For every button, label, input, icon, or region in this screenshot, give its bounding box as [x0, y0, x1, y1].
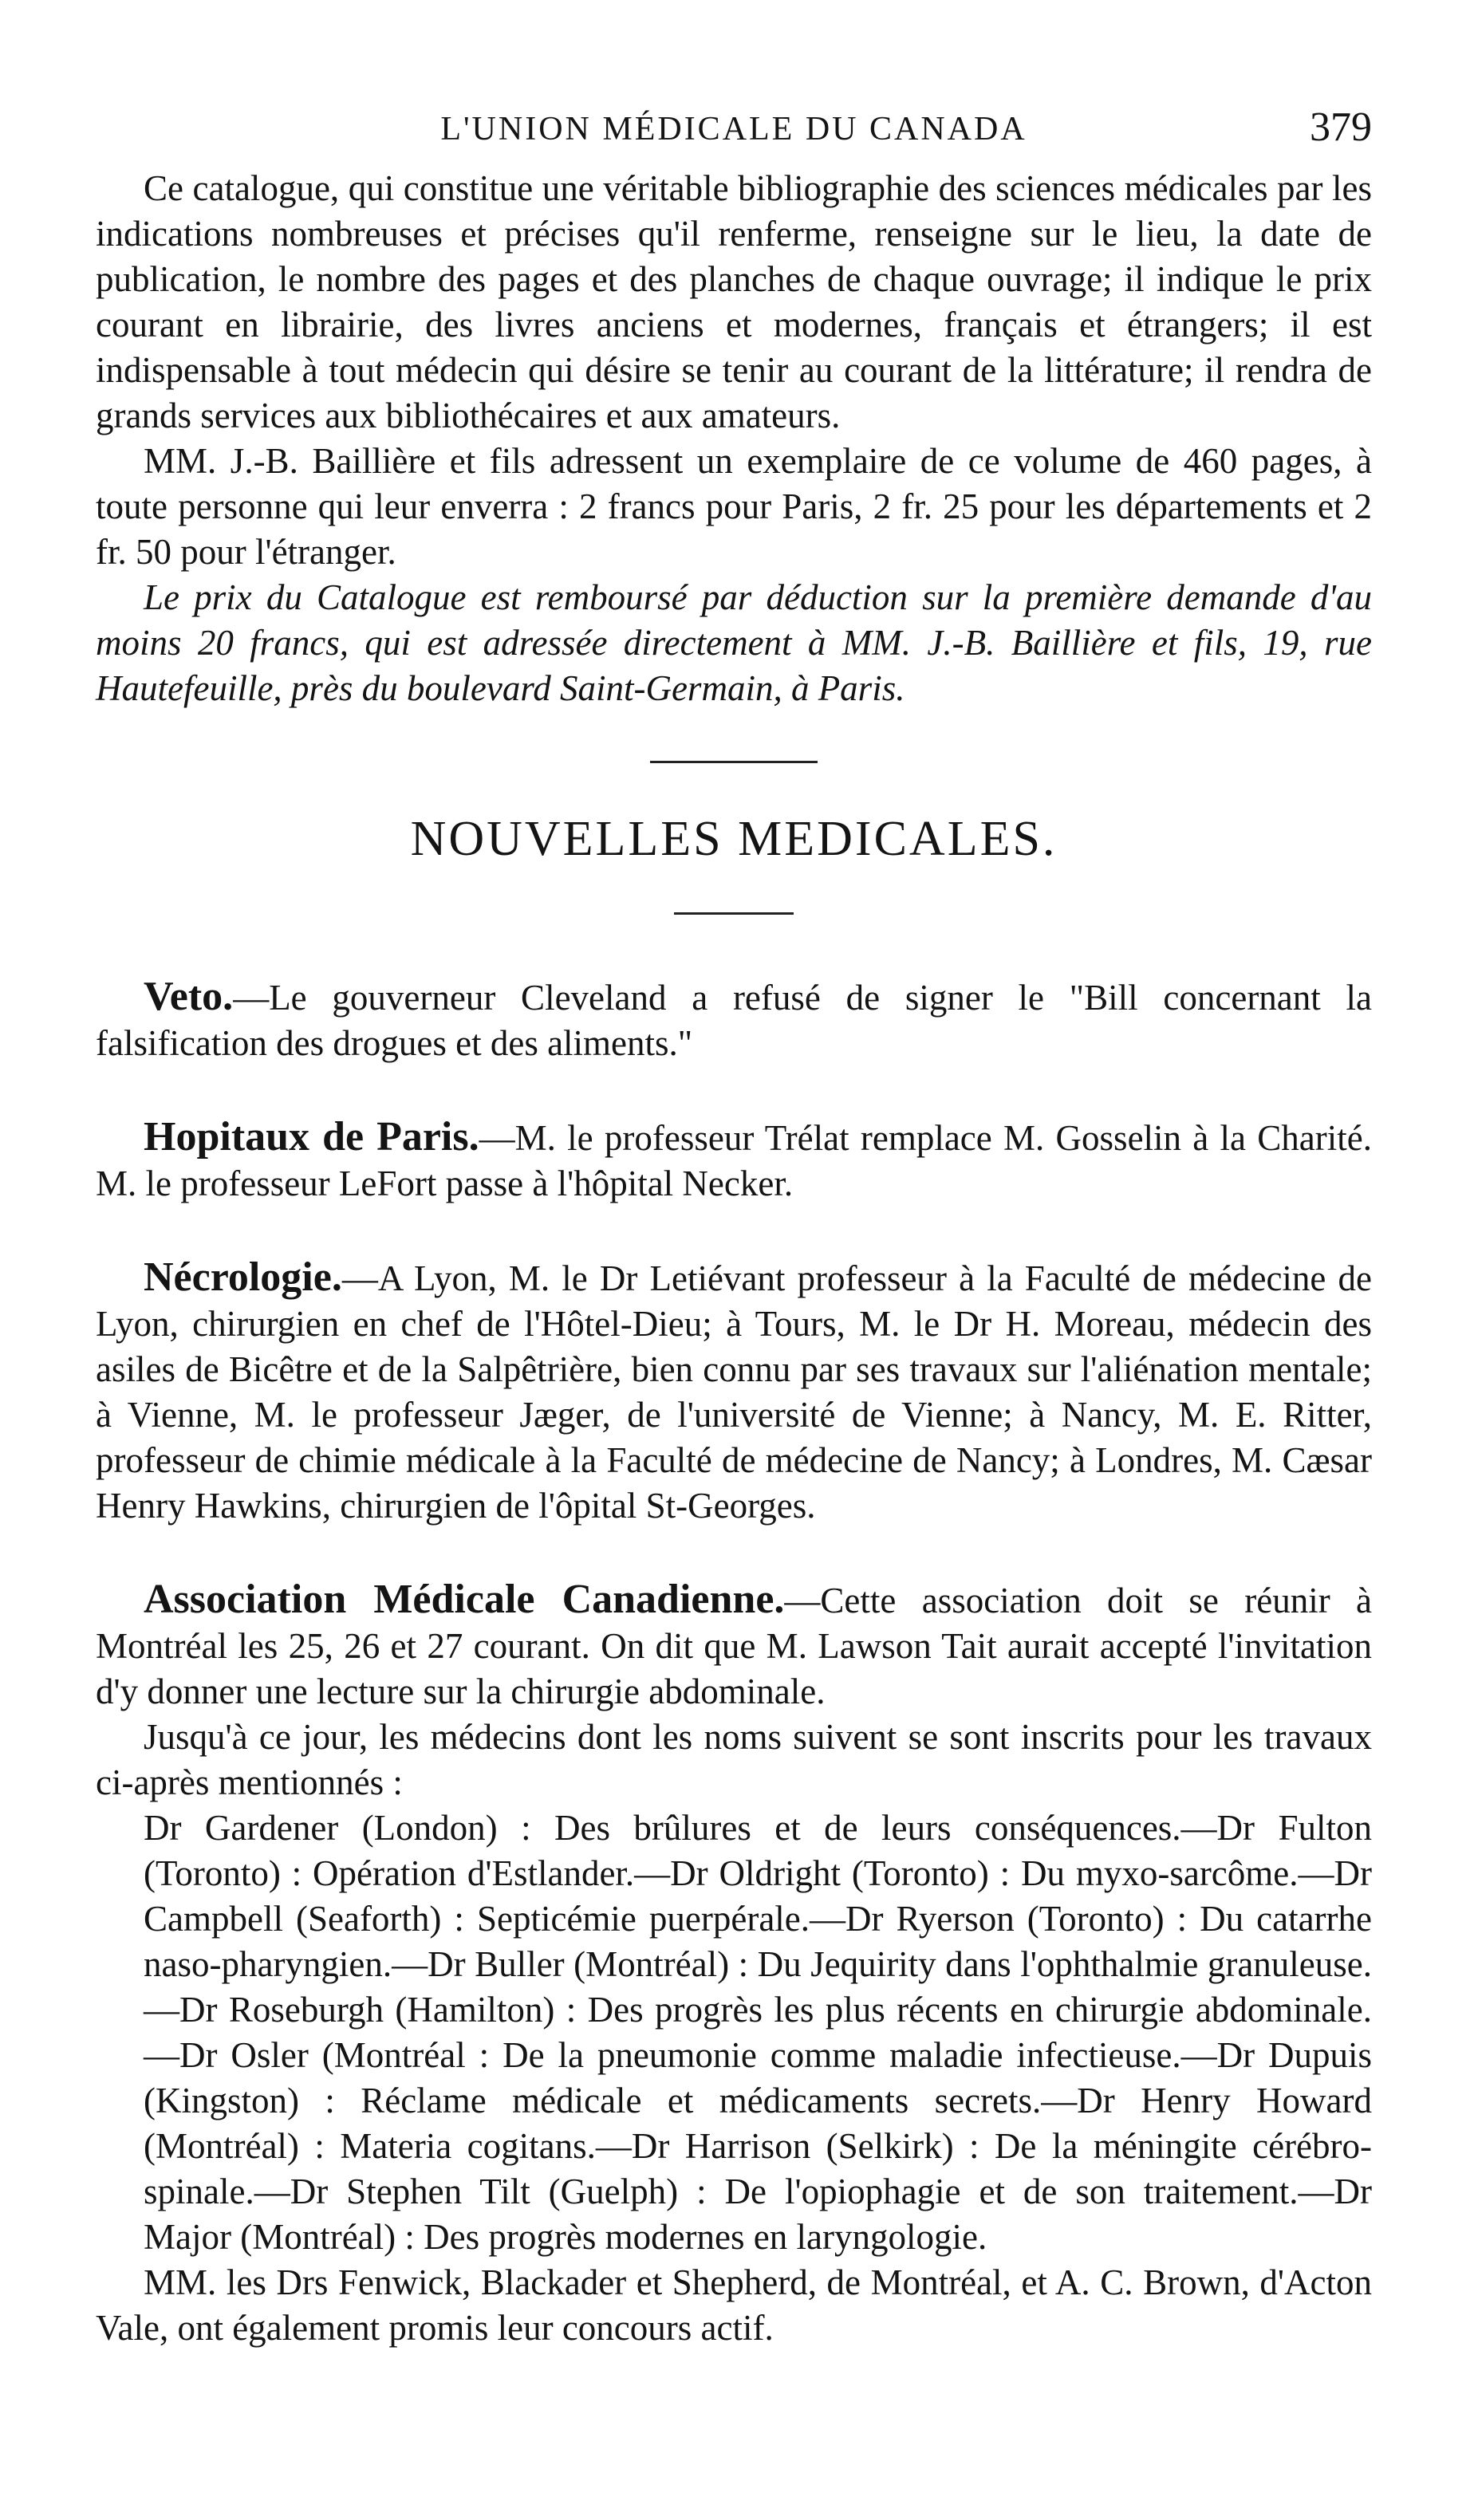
- news-lead-necrologie: Nécrologie.: [144, 1254, 342, 1300]
- baillere-offer-paragraph: MM. J.-B. Baillière et fils adressent un exemplaire de ce volume de 460 pages, à toute personne qui leur enverra : 2 francs pour Paris, 2 fr. 25 pour les départements et 2 fr. 50 pour l'étranger.: [96, 441, 1372, 572]
- news-item-hopitaux: [96, 1114, 1372, 1207]
- journal-page: [96, 94, 1372, 2351]
- association-inscriptions-intro: Jusqu'à ce jour, les médecins dont les noms suivent se sont inscrits pour les travaux ci-après mentionnés :: [96, 1717, 1372, 1802]
- running-title: L'UNION MÉDICALE DU CANADA: [440, 111, 1027, 148]
- association-speakers-list: Dr Gardener (London) : Des brûlures et de leurs conséquences.—Dr Fulton (Toronto) : Opération d'Estlander.—Dr Oldright (Toronto) : Du myxo-sarcôme.—Dr Campbell (Seaforth) : Septicémie puerpérale.—Dr Ryerson (Toronto) : Du catarrhe naso-pharyngien.—Dr Buller (Montréal) : Du Jequirity dans l'ophthalmie granuleuse.—Dr Roseburgh (Hamilton) : Des progrès les plus récents en chirurgie abdominale.—Dr Osler (Montréal : De la pneumonie comme maladie infectieuse.—Dr Dupuis (Kingston) : Réclame médicale et médicaments secrets.—Dr Henry Howard (Montréal) : Materia cogitans.—Dr Harrison (Selkirk) : De la méningite cérébro-spinale.—Dr Stephen Tilt (Guelph) : De l'opiophagie et de son traitement.—Dr Major (Montréal) : Des progrès modernes en laryngologie.: [144, 1808, 1372, 2257]
- news-lead-association: Association Médicale Canadienne.: [144, 1577, 785, 1622]
- news-item-veto: [96, 974, 1372, 1066]
- running-head: [96, 94, 1372, 166]
- news-item-necrologie: [96, 1254, 1372, 1529]
- association-contributors-note: MM. les Drs Fenwick, Blackader et Shepherd, de Montréal, et A. C. Brown, d'Acton Vale, ont également promis leur concours actif.: [96, 2262, 1372, 2348]
- refund-note-paragraph: Le prix du Catalogue est remboursé par déduction sur la première demande d'au moins 20 francs, qui est adressée directement à MM. J.-B. Baillière et fils, 19, rue Hautefeuille, près du boulevard Saint-Germain, à Paris.: [96, 577, 1372, 708]
- news-text-veto: —Le gouverneur Cleveland a refusé de signer le "Bill concernant la falsification des drogues et des aliments.": [96, 978, 1372, 1063]
- catalogue-paragraph: Ce catalogue, qui constitue une véritable bibliographie des sciences médicales par les indications nombreuses et précises qu'il renferme, renseigne sur le lieu, la date de publication, le nombre des pages et des planches de chaque ouvrage; il indique le prix courant en librairie, des livres anciens et modernes, français et étrangers; il est indispensable à tout médecin qui désire se tenir au courant de la littérature; il rendra de grands services aux bibliothécaires et aux amateurs.: [96, 168, 1372, 435]
- section-title: NOUVELLES MEDICALES.: [410, 812, 1058, 866]
- news-text-necrologie: —A Lyon, M. le Dr Letiévant professeur à la Faculté de médecine de Lyon, chirurgien en chef de l'Hôtel-Dieu; à Tours, M. le Dr H. Moreau, médecin des asiles de Bicêtre et de la Salpêtrière, bien connu par ses travaux sur l'aliénation mentale; à Vienne, M. le professeur Jæger, de l'université de Vienne; à Nancy, M. E. Ritter, professeur de chimie médicale à la Faculté de médecine de Nancy; à Londres, M. Cæsar Henry Hawkins, chirurgien de l'ôpital St-Georges.: [96, 1258, 1372, 1526]
- news-lead-veto: Veto.: [144, 974, 234, 1019]
- page-number: 379: [1310, 104, 1372, 150]
- news-item-association: [96, 1577, 1372, 1715]
- news-text-association: —Cette association doit se réunir à Montréal les 25, 26 et 27 courant. On dit que M. Lawson Tait aurait accepté l'invitation d'y donner une lecture sur la chirurgie abdominale.: [96, 1581, 1373, 1711]
- news-text-hopitaux: —M. le professeur Trélat remplace M. Gosselin à la Charité. M. le professeur LeFort passe à l'hôpital Necker.: [96, 1118, 1372, 1203]
- news-lead-hopitaux: Hopitaux de Paris.: [144, 1114, 479, 1160]
- separator-rule: [650, 761, 818, 763]
